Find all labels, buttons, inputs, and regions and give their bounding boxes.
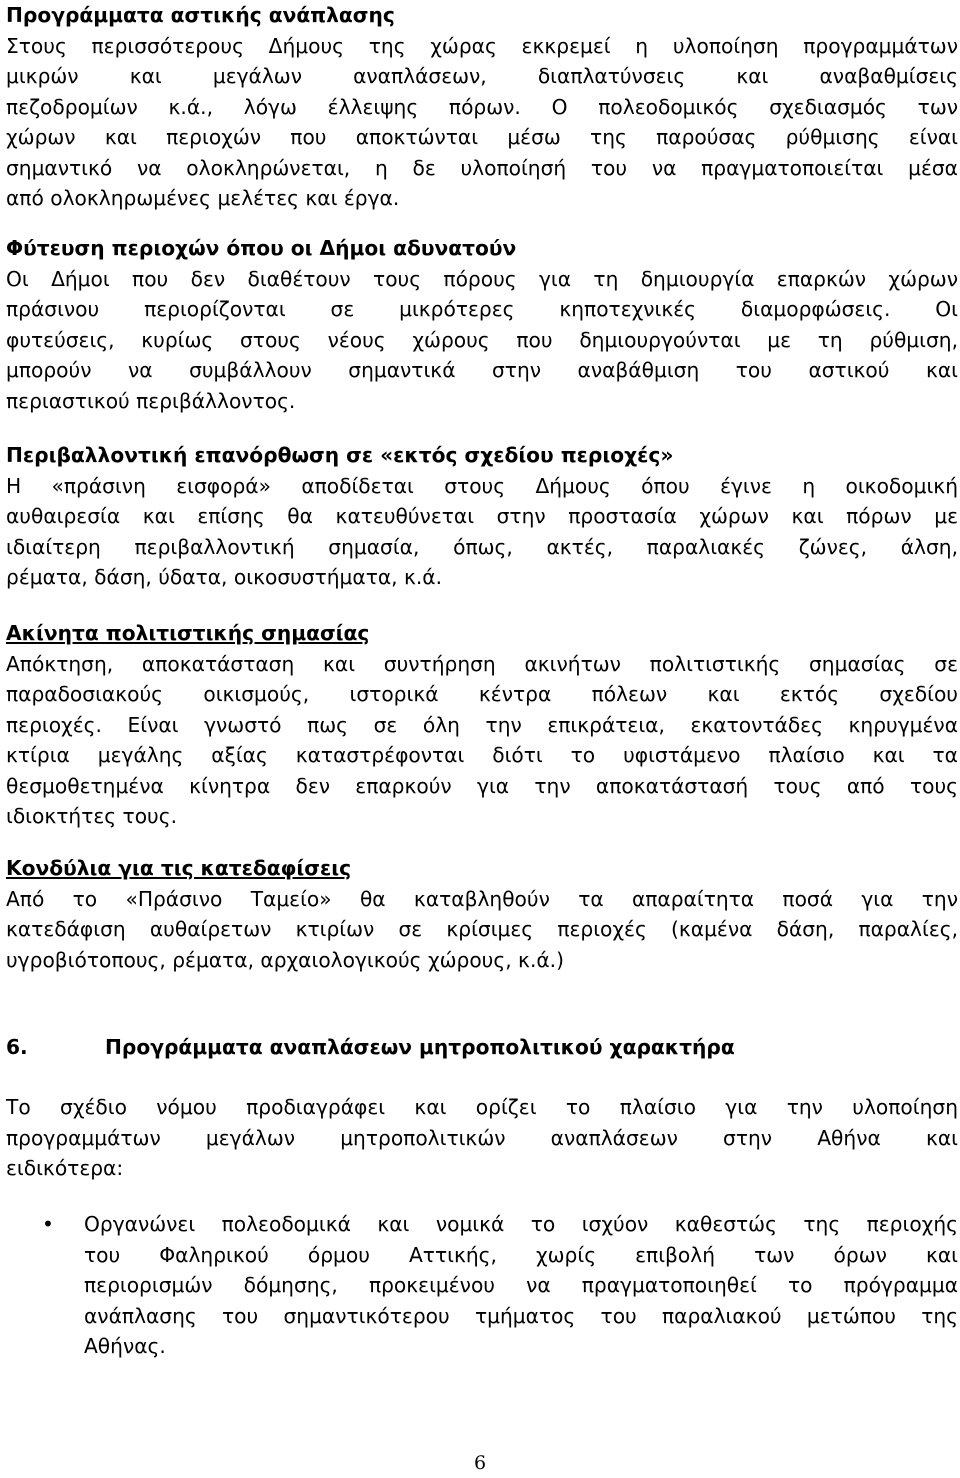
section-number: 6. <box>6 1035 28 1059</box>
text-line: ιδιοκτήτες τους. <box>6 804 177 828</box>
text-line: πράσινου περιορίζονται σε μικρότερες κηποτεχνικές διαμορφώσεις. Οι <box>6 297 958 321</box>
text-line: περιοχές. Είναι γνωστό πως σε όλη την επικράτεια, εκατοντάδες κηρυγμένα <box>6 712 958 737</box>
section-heading: Κονδύλια για τις κατεδαφίσεις <box>6 856 352 880</box>
text-line: κατεδάφιση αυθαίρετων κτιρίων σε κρίσιμες περιοχές (καμένα δάση, παραλίες, <box>6 917 958 941</box>
text-line: αυθαιρεσία και επίσης θα κατευθύνεται στην προστασία χώρων και πόρων με <box>6 504 958 528</box>
text-line: υγροβιότοπους, ρέματα, αρχαιολογικούς χώρους, κ.ά.) <box>6 947 564 972</box>
text-line: Η «πράσινη εισφορά» αποδίδεται στους Δήμους όπου έγινε η οικοδομική <box>6 473 958 498</box>
numbered-intro <box>6 1092 958 1184</box>
numbered-heading <box>6 1032 958 1063</box>
text-line: προγραμμάτων μεγάλων μητροπολιτικών αναπλάσεων στην Αθήνα και <box>6 1125 958 1150</box>
text-line: Το σχέδιο νόμου προδιαγράφει και ορίζει το πλαίσιο για την υλοποίηση <box>6 1095 958 1119</box>
text-line: θεσμοθετημένα κίνητρα δεν επαρκούν για την αποκατάστασή τους από τους <box>6 773 958 798</box>
text-line: περιαστικού περιβάλλοντος. <box>6 388 296 413</box>
section-paragraph <box>6 471 958 593</box>
text-line: πεζοδρομίων κ.ά., λόγω έλλειψης πόρων. Ο πολεοδομικός σχεδιασμός των <box>6 94 958 119</box>
text-line: χώρων και περιοχών που αποκτώνται μέσω της παρούσας ρύθμισης είναι <box>6 125 958 149</box>
section-heading: Ακίνητα πολιτιστικής σημασίας <box>6 621 370 645</box>
text-line: από ολοκληρωμένες μελέτες και έργα. <box>6 186 400 210</box>
text-line: ειδικότερα: <box>6 1156 124 1180</box>
bullet-list <box>6 1209 958 1362</box>
text-line: περιορισμών δόμησης, προκειμένου να πραγματοποιηθεί το πρόγραμμα <box>84 1273 958 1297</box>
text-line: Οργανώνει πολεοδομικά και νομικά το ισχύον καθεστώς της περιοχής <box>84 1212 958 1236</box>
text-line: κτίρια μεγάλης αξίας καταστρέφονται διότι το υφιστάμενο πλαίσιο και τα <box>6 743 958 767</box>
section-paragraph <box>6 264 958 417</box>
text-line: φυτεύσεις, κυρίως στους νέους χώρους που δημιουργούνται με τη ρύθμιση, <box>6 327 958 352</box>
text-line: ανάπλασης του σημαντικότερου τμήματος του παραλιακού μετώπου της <box>84 1303 958 1328</box>
section-cultural-properties <box>6 618 958 832</box>
list-item <box>6 1209 958 1362</box>
section-environmental-restoration <box>6 440 958 593</box>
page-number: 6 <box>473 1452 487 1474</box>
section-planting <box>6 233 958 416</box>
text-line: ιδιαίτερη περιβαλλοντική σημασία, όπως, ακτές, παραλιακές ζώνες, άλση, <box>6 534 958 559</box>
text-line: σημαντικό να ολοκληρώνεται, η δε υλοποίησή του να πραγματοποιείται μέσα <box>6 155 958 180</box>
text-line: μικρών και μεγάλων αναπλάσεων, διαπλατύνσεις και αναβαθμίσεις <box>6 64 958 88</box>
text-line: του Φαληρικού όρμου Αττικής, χωρίς επιβολή των όρων και <box>84 1242 958 1267</box>
section-title: Προγράμματα αναπλάσεων μητροπολιτικού χαρακτήρα <box>105 1035 735 1059</box>
text-line: Οι Δήμοι που δεν διαθέτουν τους πόρους για τη δημιουργία επαρκών χώρων <box>6 266 958 291</box>
section-paragraph <box>6 649 958 832</box>
section-paragraph <box>6 31 958 214</box>
bullet-icon: • <box>42 1212 54 1236</box>
text-line: Στους περισσότερους Δήμους της χώρας εκκρεμεί η υλοποίηση προγραμμάτων <box>6 33 958 58</box>
text-line: ρέματα, δάση, ύδατα, οικοσυστήματα, κ.ά. <box>6 565 443 589</box>
text-line: παραδοσιακούς οικισμούς, ιστορικά κέντρα πόλεων και εκτός σχεδίου <box>6 682 958 706</box>
section-heading: Φύτευση περιοχών όπου οι Δήμοι αδυνατούν <box>6 236 517 260</box>
text-line: μπορούν να συμβάλλουν σημαντικά στην αναβάθμιση του αστικού και <box>6 358 958 382</box>
section-demolition-funds <box>6 853 958 975</box>
text-line: Απόκτηση, αποκατάσταση και συντήρηση ακινήτων πολιτιστικής σημασίας σε <box>6 651 958 676</box>
section-urban-regeneration <box>6 0 958 214</box>
section-heading: Προγράμματα αστικής ανάπλασης <box>6 3 395 27</box>
section-paragraph <box>6 884 958 976</box>
text-line: Από το «Πράσινο Ταμείο» θα καταβληθούν τα απαραίτητα ποσά για την <box>6 886 958 911</box>
section-heading: Περιβαλλοντική επανόρθωση σε «εκτός σχεδίου περιοχές» <box>6 443 674 467</box>
text-line: Αθήνας. <box>84 1334 166 1358</box>
